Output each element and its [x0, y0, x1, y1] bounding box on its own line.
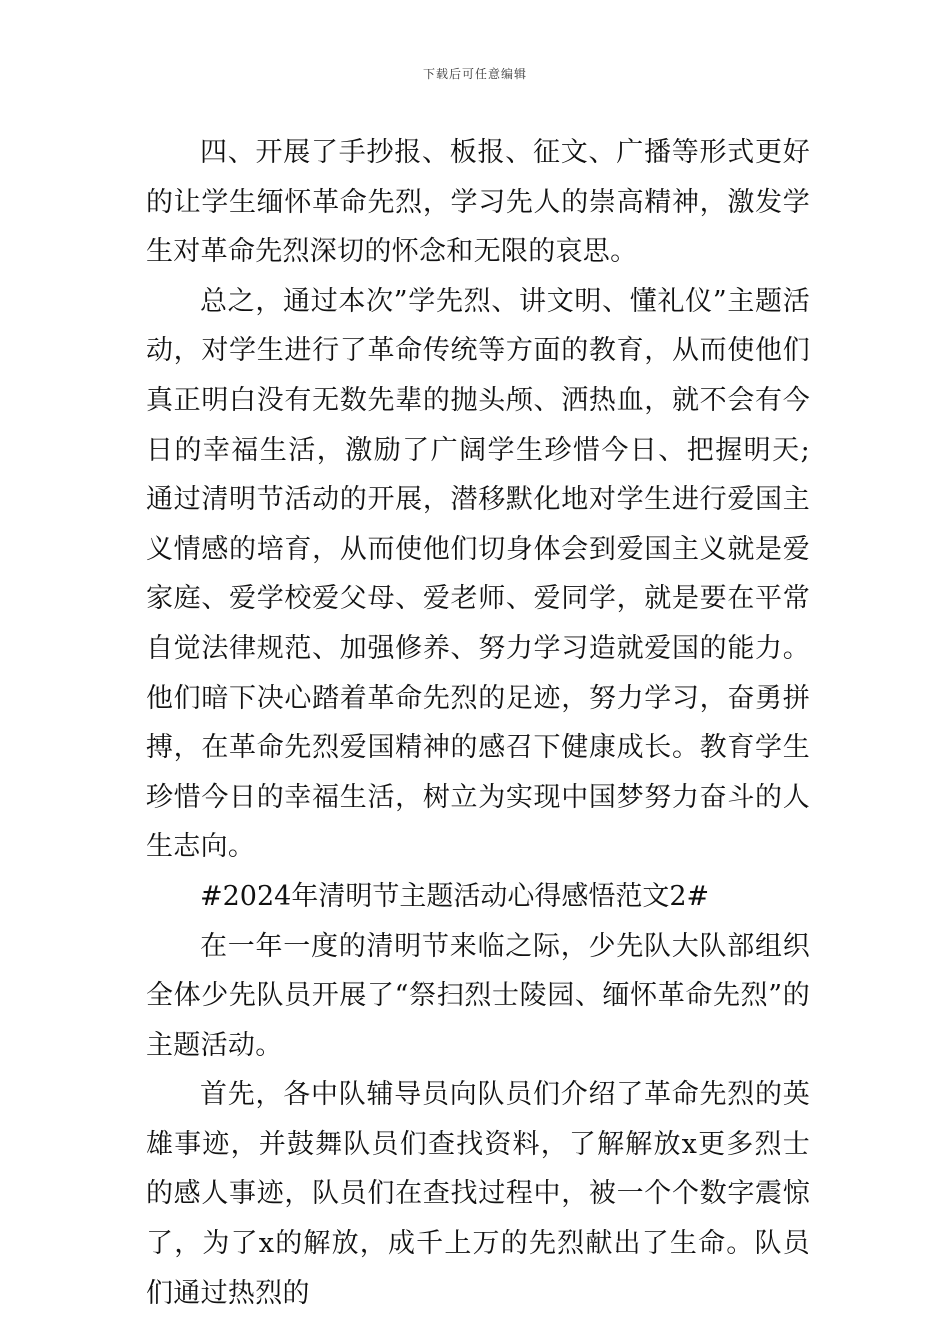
paragraph-intro: 在一年一度的清明节来临之际，少先队大队部组织全体少先队员开展了“祭扫烈士陵园、缅怀革命先烈”的主题活动。 — [146, 930, 810, 1061]
paragraph-summary: 总之，通过本次”学先烈、讲文明、懂礼仪”主题活动，对学生进行了革命传统等方面的教育，从而使他们真正明白没有无数先辈的抛头颅、洒热血，就不会有今日的幸福生活，激励了广阔学生珍惜今日、把握明天;通过清明节活动的开展，潜移默化地对学生进行爱国主义情感的培育，从而使他们切身体会到爱国主义就是爱家庭、爱学校爱父母、爱老师、爱同学，就是要在平常自觉法律规范、加强修养、努力学习造就爱国的能力。他们暗下决心踏着革命先烈的足迹，努力学习，奋勇拼搏，在革命先烈爱国精神的感召下健康成长。教育学生珍惜今日的幸福生活，树立为实现中国梦努力奋斗的人生志向。 — [146, 285, 810, 863]
paragraph-first-step: 首先，各中队辅导员向队员们介绍了革命先烈的英雄事迹，并鼓舞队员们查找资料，了解解放x更多烈士的感人事迹，队员们在查找过程中，被一个个数字震惊了，为了x的解放，成千上万的先烈献出了生命。队员们通过热烈的 — [146, 1079, 810, 1309]
document-body — [146, 128, 810, 1318]
paragraph-activity-four: 四、开展了手抄报、板报、征文、广播等形式更好的让学生缅怀革命先烈，学习先人的崇高精神，激发学生对革命先烈深切的怀念和无限的哀思。 — [146, 137, 810, 268]
section-heading: #2024年清明节主题活动心得感悟范文2# — [200, 880, 710, 912]
page-header: 下载后可任意编辑 — [422, 67, 527, 81]
